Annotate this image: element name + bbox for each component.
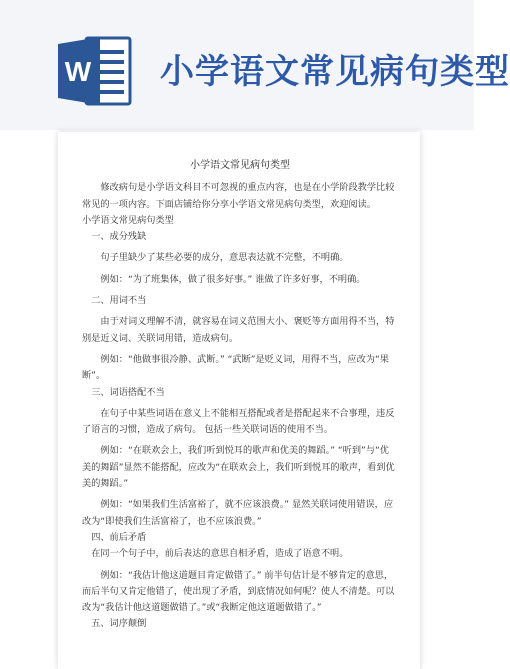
word-icon-letter: W [64,56,92,87]
example-word-misuse: 例如：“他做事很冷静、武断。” “武断”是贬义词，用得不当，应改为“果断”。 [82,353,389,382]
example-collocation-2: 例如：“如果我们生活富裕了，就不应该浪费。” 显然关联词使用错误，应改为“即使我们生活富裕了，也不应该浪费。” [82,499,394,527]
word-document-icon [56,34,134,108]
paragraph-contradiction: 在同一个句子中，前后表达的意思自相矛盾，造成了语意不明。 [91,548,349,560]
paragraph-collocation: 在句子中某些词语在意义上不能相互搭配或者是搭配起来不合事理，违反了语言的习惯，造成了病句。 包括一些关联词语的使用不当。 [82,407,395,436]
heading-word-order: 五、词序颠倒 [91,618,147,630]
intro-paragraph: 修改病句是小学语文科目不可忽视的重点内容，也是在小学阶段教学比较常见的一项内容。下面店铺给你分享小学语文常见病句类型，欢迎阅读。 [82,182,395,210]
document-page [58,132,420,669]
heading-collocation: 三、词语搭配不当 [91,386,165,398]
paragraph-word-misuse: 由于对词义理解不清，就容易在词义范围大小、褒贬等方面用得不当，特别是近义词、关联词用错，造成病句。 [82,316,395,344]
example-collocation-1: 例如：“在联欢会上，我们听到悦耳的歌声和优美的舞蹈。” “听到”与“优美的舞蹈”显然不能搭配，应改为“在联欢会上，我们听到悦耳的歌声，看到优美的舞蹈。” [82,445,395,490]
document-title: 小学语文常见病句类型 [190,160,290,171]
heading-contradiction: 四、前后矛盾 [91,531,147,543]
document-body [82,158,398,633]
heading-word-misuse: 二、用词不当 [91,295,147,307]
paragraph-missing-component: 句子里缺少了某些必要的成分，意思表达就不完整，不明确。 [100,252,349,264]
section-heading: 小学语文常见病句类型 [82,214,174,226]
example-missing-component: 例如：“为了班集体，做了很多好事。” 谁做了许多好事，不明确。 [100,273,366,285]
heading-missing-component: 一、成分残缺 [91,231,147,243]
header-banner [0,0,510,130]
banner-title: 小学语文常见病句类型 [160,52,510,92]
example-contradiction: 例如：“我估计他这道题目肯定做错了。” 前半句估计是不够肯定的意思，而后半句又肯定他错了，使出现了矛盾，到底情况如何呢？使人不清楚。可以改为“我估计他这道题做错了。”或“我断定他这道题做错了。” [82,569,395,614]
